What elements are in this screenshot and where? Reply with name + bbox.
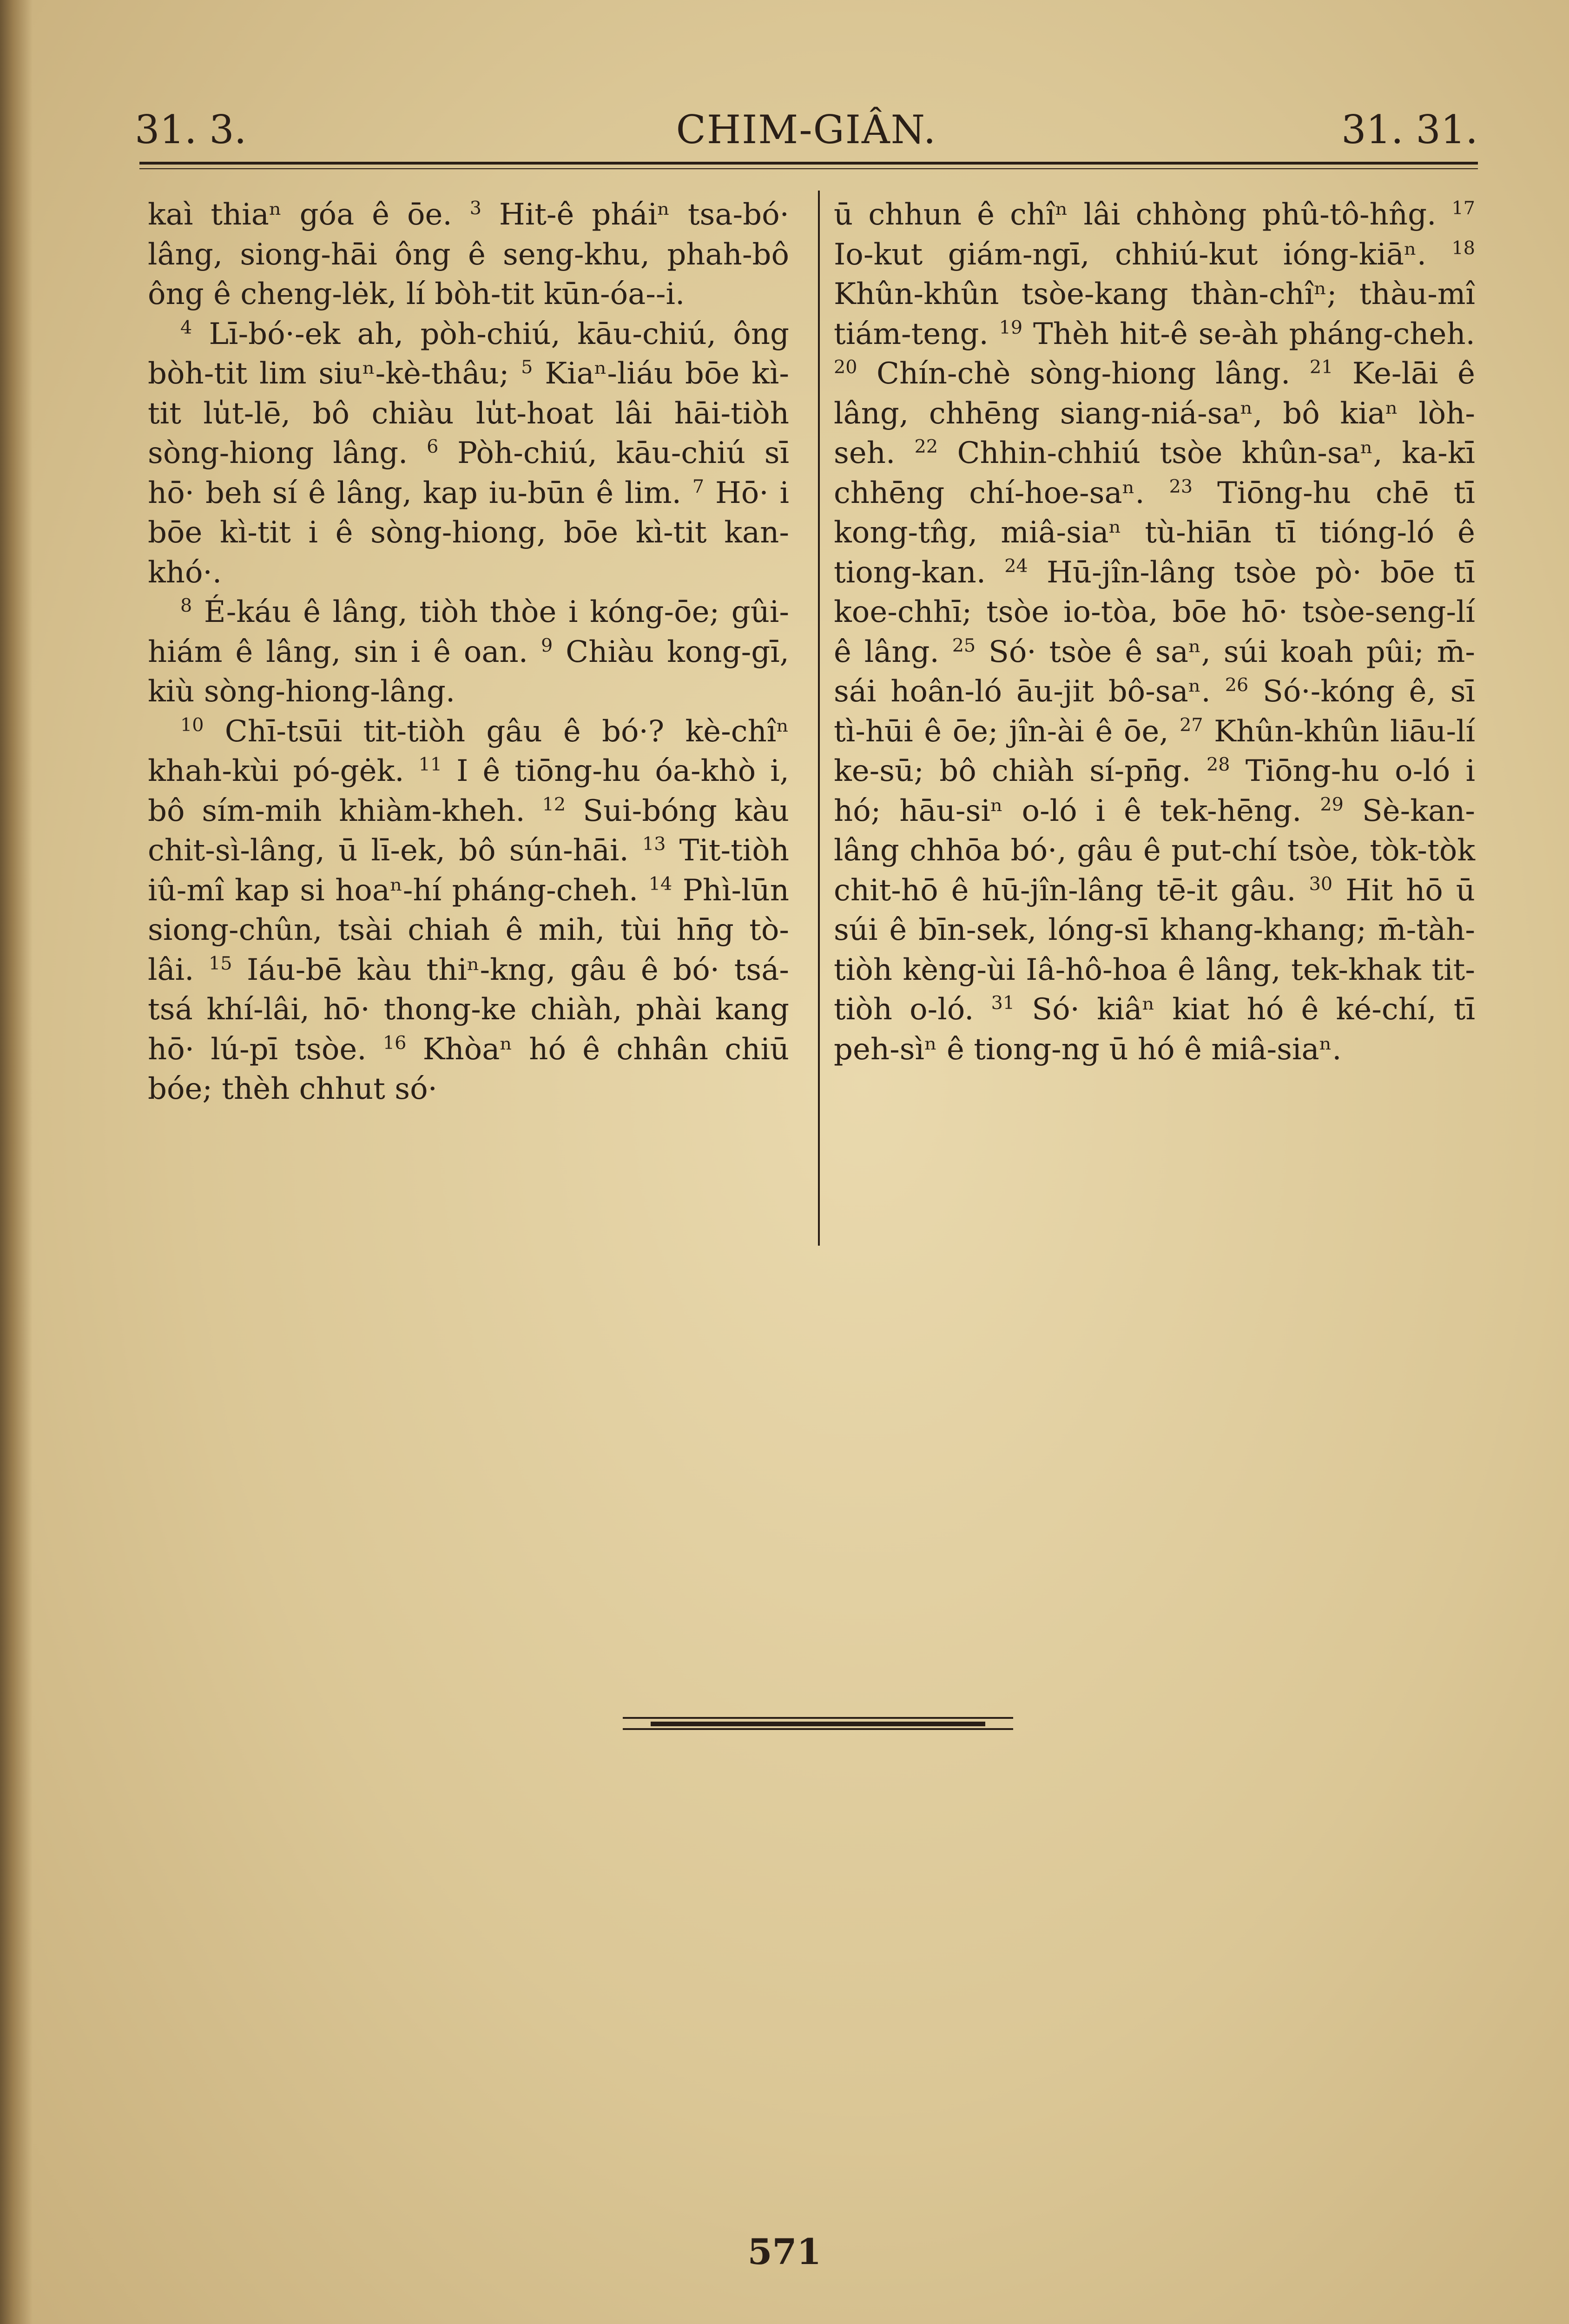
page-number: 571: [747, 2231, 822, 2272]
verse-number: 16: [382, 1032, 407, 1054]
verse-text: ū chhun ê chîⁿ lâi chhòng phû-tô-hn̂g.: [834, 198, 1437, 232]
verse-number: 13: [642, 833, 666, 855]
verse-text: Só·-kóng ê, sī tì-hūi ê ōe; jîn-ài ê ōe,: [834, 674, 1476, 749]
verse-number: 7: [692, 475, 705, 497]
verse-text: kaì thiaⁿ góa ê ōe.: [148, 198, 452, 232]
verse-text: Chhin-chhiú tsòe khûn-saⁿ, ka-kī chhēng chí-hoe-saⁿ.: [834, 436, 1476, 510]
verse-text: Sui-bóng kàu chit-sì-lâng, ū lī-ek, bô sún-hāi.: [148, 793, 790, 868]
paragraph: [148, 593, 789, 712]
verse-number: 5: [521, 357, 533, 378]
verse-number: 30: [1309, 873, 1333, 895]
verse-number: 19: [999, 317, 1023, 338]
verse-number: 9: [541, 634, 553, 656]
verse-text: Khòaⁿ hó ê chhân chiū bóe; thèh chhut só·: [148, 1032, 790, 1106]
verse-text: Khûn-khûn liāu-lí ke-sū; bô chiàh sí-pn̄g.: [834, 714, 1476, 788]
verse-text: I ê tiōng-hu óa-khò i, bô sím-mih khiàm-kheh.: [148, 754, 790, 828]
verse-text: Só· tsòe ê saⁿ, súi koah pûi; m̄-sái hoân-ló āu-jit bô-saⁿ.: [834, 634, 1476, 709]
verse-text: Sè-kan-lâng chhōa bó·, gâu ê put-chí tsòe, tòk-tòk chit-hō ê hū-jîn-lâng tē-it gâu.: [834, 793, 1476, 908]
running-header: [135, 107, 1478, 167]
paragraph: [834, 195, 1475, 1070]
verse-text: Khûn-khûn tsòe-kang thàn-chîⁿ; thàu-mî tiám-teng.: [834, 277, 1475, 351]
header-left-reference: 31. 3.: [135, 107, 247, 152]
verse-text: Tit-tiòh iû-mî kap si hoaⁿ-hí pháng-cheh.: [148, 833, 790, 908]
verse-text: Chiàu kong-gī, kiù sòng-hiong-lâng.: [148, 634, 790, 709]
chapter-end-ornament: [623, 1715, 1013, 1731]
verse-number: 14: [648, 873, 672, 895]
verse-text: Lī-bó·-ek ah, pòh-chiú, kāu-chiú, ông bòh-tit lim siuⁿ-kè-thâu;: [148, 317, 790, 391]
verse-text: Ke-lāi ê lâng, chhēng siang-niá-saⁿ, bô kiaⁿ lòh-seh.: [834, 357, 1475, 470]
verse-number: 8: [180, 595, 192, 617]
header-right-reference: 31. 31.: [1341, 107, 1478, 152]
verse-number: 23: [1169, 475, 1193, 497]
header-title: CHIM-GIÂN.: [676, 107, 937, 152]
verse-number: 29: [1320, 793, 1344, 815]
verse-number: 25: [952, 634, 976, 656]
verse-text: Chī-tsūi tit-tiòh gâu ê bó·? kè-chîⁿ khah-kùi pó-gėk.: [148, 714, 790, 788]
verse-text: Hit-ê pháiⁿ tsa-bó· lâng, siong-hāi ông ê seng-khu, phah-bô ông ê cheng-lėk, lí bòh-tit kūn-óa--i.: [148, 198, 789, 311]
left-text-column: [148, 195, 789, 1109]
verse-text: Hō· i bōe kì-tit i ê sòng-hiong, bōe kì-tit kan-khó·.: [148, 475, 789, 590]
verse-number: 17: [1451, 198, 1476, 219]
column-divider: [818, 191, 820, 1246]
verse-number: 12: [542, 793, 566, 815]
paragraph: [148, 712, 789, 1109]
verse-number: 27: [1180, 714, 1203, 736]
verse-number: 20: [834, 357, 857, 378]
header-rule: [139, 162, 1478, 165]
verse-text: Hū-jîn-lâng tsòe pò· bōe tī koe-chhī; tsòe io-tòa, bōe hō· tsòe-seng-lí ê lâng.: [834, 555, 1476, 669]
verse-number: 22: [914, 436, 938, 458]
verse-text: Hit hō ū súi ê bīn-sek, lóng-sī khang-khang; m̄-tàh-tiòh kèng-ùi Iâ-hô-hoa ê lâng, tek-khak tit-tiòh o-ló.: [834, 873, 1476, 1027]
verse-text: Thèh hit-ê se-àh pháng-cheh.: [1033, 317, 1475, 351]
verse-text: É-káu ê lâng, tiòh thòe i kóng-ōe; gûi-hiám ê lâng, sin i ê oan.: [148, 595, 790, 669]
verse-number: 28: [1206, 754, 1230, 776]
paragraph: [148, 315, 789, 593]
verse-number: 4: [180, 317, 192, 338]
paragraph: [148, 195, 789, 315]
verse-text: Io-kut giám-ngī, chhiú-kut ióng-kiāⁿ.: [834, 237, 1427, 272]
verse-number: 10: [180, 714, 204, 736]
right-text-column: [834, 195, 1475, 1070]
verse-text: Phì-lūn siong-chûn, tsài chiah ê mih, tùi hn̄g tò-lâi.: [148, 873, 790, 987]
verse-text: Tiōng-hu chē tī kong-tn̂g, miâ-siaⁿ tù-hiān tī tióng-ló ê tiong-kan.: [834, 475, 1476, 590]
verse-text: Pòh-chiú, kāu-chiú sī hō· beh sí ê lâng, kap iu-būn ê lim.: [148, 436, 790, 510]
verse-text: Chín-chè sòng-hiong lâng.: [877, 357, 1291, 391]
verse-text: Iáu-bē kàu thiⁿ-kng, gâu ê bó· tsá-tsá khí-lâi, hō· thong-ke chiàh, phài kang hō· lú-pī tsòe.: [148, 952, 790, 1067]
verse-number: 15: [208, 952, 232, 974]
verse-number: 11: [418, 754, 442, 776]
verse-number: 6: [427, 436, 439, 458]
verse-text: Tiōng-hu o-ló i hó; hāu-siⁿ o-ló i ê tek-hēng.: [834, 754, 1476, 828]
verse-number: 31: [991, 992, 1015, 1014]
verse-number: 21: [1309, 357, 1333, 378]
verse-number: 18: [1451, 237, 1476, 259]
verse-text: Só· kiâⁿ kiat hó ê ké-chí, tī peh-sìⁿ ê tiong-ng ū hó ê miâ-siaⁿ.: [834, 992, 1476, 1067]
verse-number: 24: [1004, 555, 1028, 577]
verse-text: Kiaⁿ-liáu bōe kì-tit lu̍t-lē, bô chiàu lu̍t-hoat lâi hāi-tiòh sòng-hiong lâng.: [148, 357, 790, 470]
verse-number: 3: [469, 198, 481, 219]
spine-shadow: [0, 0, 33, 2324]
header-rule-thin: [139, 168, 1478, 169]
verse-number: 26: [1225, 674, 1249, 696]
